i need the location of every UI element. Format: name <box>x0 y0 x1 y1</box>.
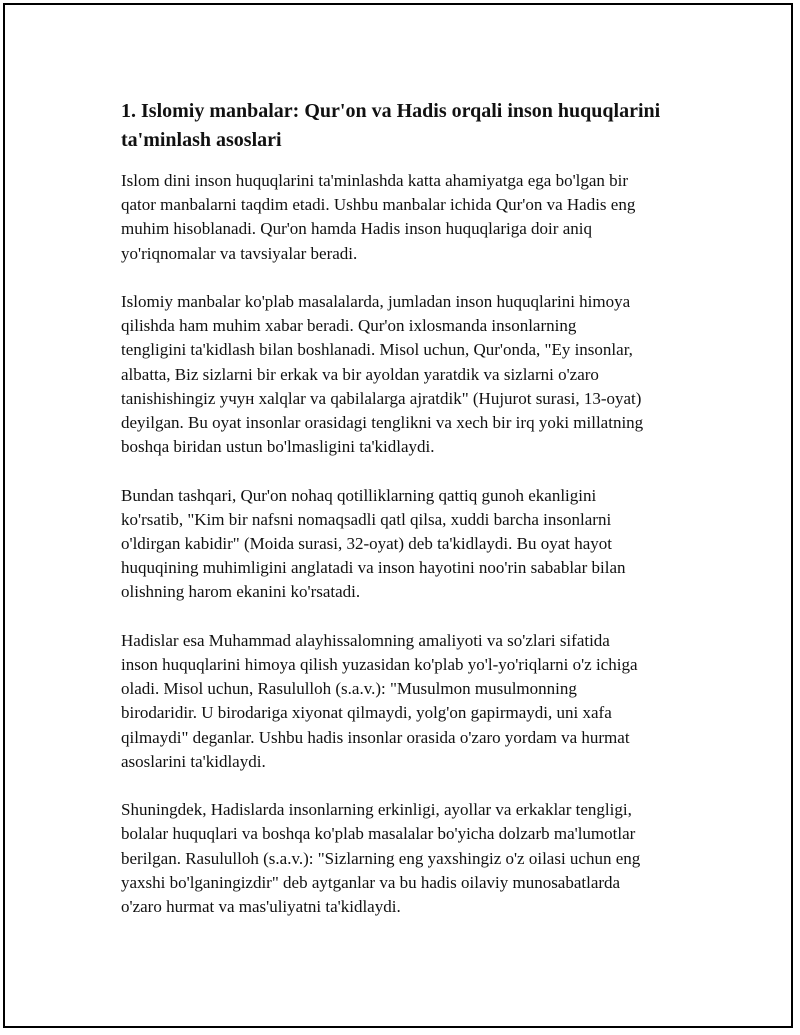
text-line: Shuningdek, Hadislarda insonlarning erkinligi, ayollar va erkaklar tengligi, <box>121 800 632 820</box>
paragraph-equality <box>121 290 711 459</box>
text-line: huquqining muhimligini anglatadi va inson hayotini noo'rin sabablar bilan <box>121 558 626 578</box>
text-line: o'zaro hurmat va mas'uliyatni ta'kidlaydi. <box>121 897 401 917</box>
text-line: boshqa biridan ustun bo'lmasligini ta'kidlaydi. <box>121 437 435 457</box>
text-line: Islomiy manbalar ko'plab masalalarda, jumladan inson huquqlarini himoya <box>121 292 631 311</box>
text-line: bolalar huquqlari va boshqa ko'plab masalalar bo'yicha dolzarb ma'lumotlar <box>121 824 636 844</box>
text-line: tengligini ta'kidlash bilan boshlanadi. Misol uchun, Qur'onda, "Ey insonlar, <box>121 340 633 360</box>
text-line: ko'rsatib, "Kim bir nafsni nomaqsadli qatl qilsa, xuddi barcha insonlarni <box>121 509 612 529</box>
text-line: deyilgan. Bu oyat insonlar orasidagi tenglikni va xech bir irq yoki millatning <box>121 413 644 433</box>
paragraph-hadith-brotherhood <box>121 629 711 774</box>
text-line: asoslarini ta'kidlaydi. <box>121 751 266 771</box>
page-frame <box>3 3 793 1028</box>
text-line: olishning harom ekanini ko'rsatadi. <box>121 582 361 602</box>
paragraph-right-to-life <box>121 484 711 605</box>
text-line: Hadislar esa Muhammad alayhissalomning amaliyoti va so'zlari sifatida <box>121 630 610 650</box>
paragraph-hadith-family <box>121 798 711 919</box>
text-line: Bundan tashqari, Qur'on nohaq qotilliklarning qattiq gunoh ekanligini <box>121 485 597 505</box>
text-line: Islom dini inson huquqlarini ta'minlashda katta ahamiyatga ega bo'lgan bir <box>121 171 629 190</box>
text-line: inson huquqlarini himoya qilish yuzasidan ko'plab yo'l-yo'riqlarni o'z ichiga <box>121 655 638 675</box>
text-line: tanishishingiz учун xalqlar va qabilalarga ajratdik" (Hujurot surasi, 13-oyat) <box>121 388 642 408</box>
text-line: yaxshi bo'lganingizdir" deb aytganlar va bu hadis oilaviy munosabatlarda <box>121 872 621 892</box>
text-line: oladi. Misol uchun, Rasululloh (s.a.v.): "Musulmon musulmonning <box>121 679 577 699</box>
document-body <box>121 97 711 943</box>
paragraph-intro <box>121 169 711 266</box>
text-line: muhim hisoblanadi. Qur'on hamda Hadis inson huquqlariga doir aniq <box>121 219 592 239</box>
text-line: qilmaydi" deganlar. Ushbu hadis insonlar orasida o'zaro yordam va hurmat <box>121 727 630 747</box>
text-line: yo'riqnomalar va tavsiyalar beradi. <box>121 243 358 263</box>
text-line: qator manbalarni taqdim etadi. Ushbu manbalar ichida Qur'on va Hadis eng <box>121 195 636 215</box>
section-title-line: 1. Islomiy manbalar: Qur'on va Hadis orqali inson huquqlarini <box>121 100 661 122</box>
text-line: albatta, Biz sizlarni bir erkak va bir ayoldan yaratdik va sizlarni o'zaro <box>121 364 599 384</box>
text-line: qilishda ham muhim xabar beradi. Qur'on ixlosmanda insonlarning <box>121 316 577 336</box>
section-title <box>121 97 711 155</box>
section-title-line: ta'minlash asoslari <box>121 129 282 151</box>
text-line: o'ldirgan kabidir" (Moida surasi, 32-oyat) deb ta'kidlaydi. Bu oyat hayot <box>121 534 613 554</box>
text-line: birodaridir. U birodariga xiyonat qilmaydi, yolg'on gapirmaydi, uni xafa <box>121 703 612 723</box>
text-line: berilgan. Rasululloh (s.a.v.): "Sizlarning eng yaxshingiz o'z oilasi uchun eng <box>121 848 641 868</box>
